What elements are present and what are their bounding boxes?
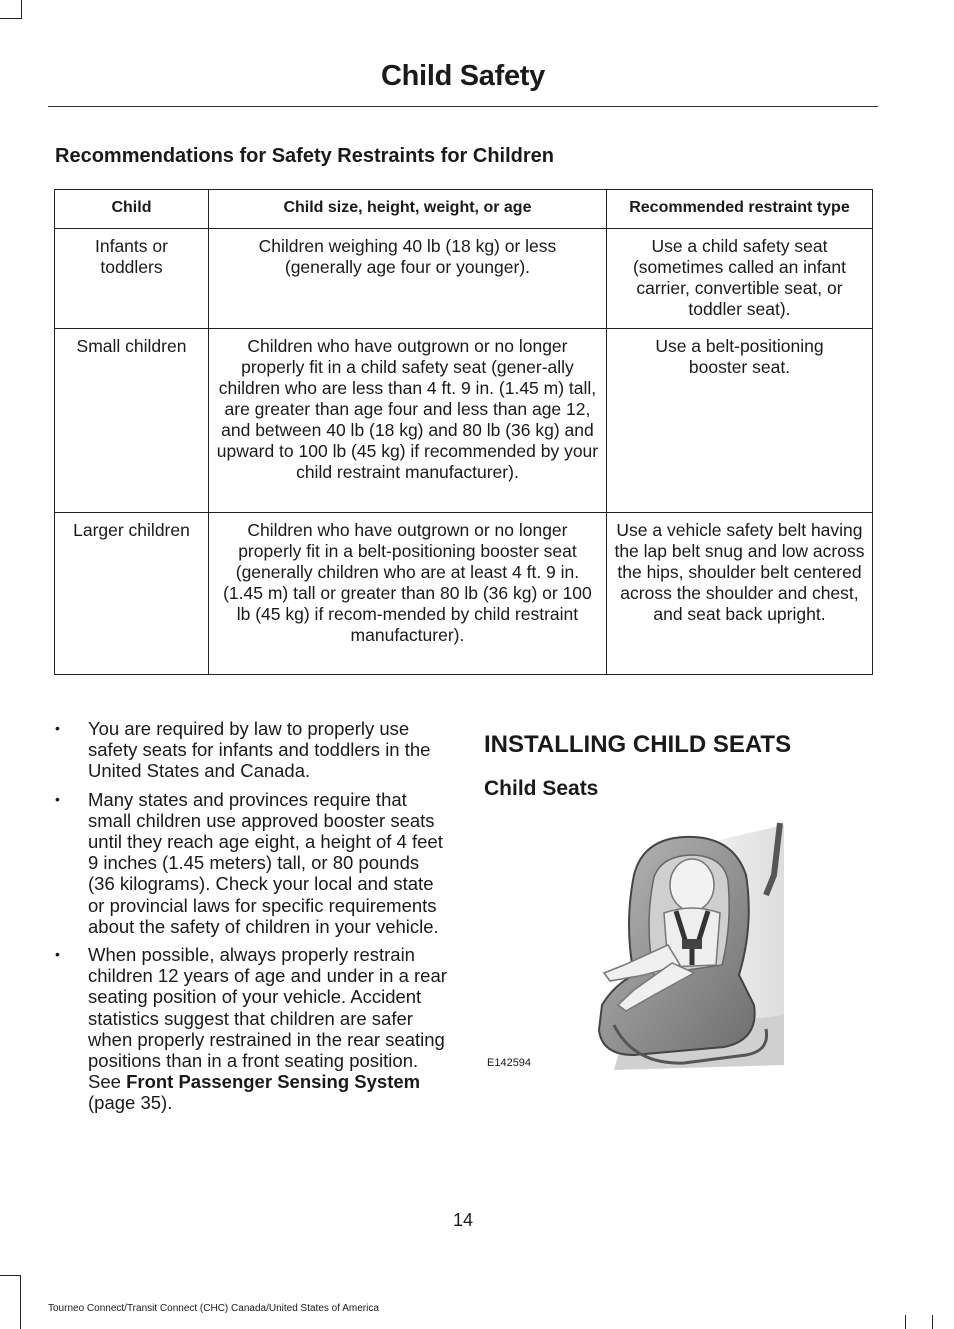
table-cell-restraint: Use a vehicle safety belt having the lap belt snug and low across the hips, shoulder belt centered across the shoulder and chest, and seat back upright.	[606, 513, 872, 675]
page-reference: (page 35).	[88, 1092, 173, 1114]
bullet-icon: •	[55, 946, 60, 963]
bullet-icon: •	[55, 790, 60, 807]
column-header-child: Child	[55, 190, 209, 229]
table-cell-child: Small children	[55, 329, 209, 513]
crop-mark	[0, 1275, 20, 1276]
page-number: 14	[452, 1210, 474, 1230]
crop-mark	[0, 18, 22, 19]
child-seats-subheading: Child Seats	[484, 777, 599, 800]
restraints-table	[54, 189, 873, 675]
list-item	[55, 944, 447, 1114]
table-header-row	[55, 190, 873, 229]
table-cell-size: Children who have outgrown or no longer properly fit in a child safety seat (gener-ally children who are less than 4 ft. 9 in. (1.45 m) tall, are greater than age four and less than age 12, and between 40 lb (18 kg) and 80 lb (36 kg) and upward to 100 lb (45 kg) if recommended by your child restraint manufacturer).	[208, 329, 606, 513]
list-item-text: Many states and provinces require that small children use approved booster seats until they reach age eight, a height of 4 feet 9 inches (1.45 meters) tall, or 80 pounds (36 kilograms). Check your local and state or provincial laws for specific requirements about the safety of children in your vehicle.	[88, 788, 443, 937]
table-row	[55, 513, 873, 675]
page-title: Child Safety	[381, 60, 545, 92]
table-cell-child: Larger children	[55, 513, 209, 675]
header-divider	[48, 106, 878, 107]
installing-heading: INSTALLING CHILD SEATS	[484, 731, 792, 758]
footer-text: Tourneo Connect/Transit Connect (CHC) Canada/United States of America	[48, 1303, 379, 1314]
figure-code: E142594	[487, 1057, 532, 1069]
crop-mark	[905, 1315, 906, 1329]
list-item-text: When possible, always properly restrain children 12 years of age and under in a rear seating position of your vehicle. Accident statistics suggest that children are safer when properly restrained in the rear seating positions than in a front seating position. See	[88, 944, 447, 1093]
section-heading: Recommendations for Safety Restraints for Children	[55, 145, 554, 167]
table-cell-restraint: Use a child safety seat (sometimes called an infant carrier, convertible seat, or toddler seat).	[606, 229, 872, 329]
table-cell-child: Infants or toddlers	[55, 229, 209, 329]
bullet-icon: •	[55, 720, 60, 736]
list-item-text: You are required by law to properly use safety seats for infants and toddlers in the United States and Canada.	[88, 718, 431, 782]
table-cell-restraint: Use a belt-positioning booster seat.	[606, 329, 872, 513]
list-item	[55, 789, 447, 937]
crop-mark	[21, 0, 22, 18]
requirements-list	[55, 718, 447, 1121]
column-header-restraint: Recommended restraint type	[606, 190, 872, 229]
crop-mark	[932, 1315, 933, 1329]
table-row	[55, 229, 873, 329]
table-cell-size: Children weighing 40 lb (18 kg) or less (generally age four or younger).	[208, 229, 606, 329]
table-cell-size: Children who have outgrown or no longer properly fit in a belt-positioning booster seat (generally children who are at least 4 ft. 9 in. (1.45 m) tall or greater than 80 lb (36 kg) or 100 lb (45 kg) if recom-mended by child restraint manufacturer).	[208, 513, 606, 675]
list-item	[55, 718, 447, 782]
crop-mark	[20, 1275, 21, 1329]
child-seat-illustration	[484, 815, 786, 1075]
column-header-size: Child size, height, weight, or age	[208, 190, 606, 229]
cross-reference-link[interactable]: Front Passenger Sensing System	[126, 1071, 421, 1093]
table-row	[55, 329, 873, 513]
